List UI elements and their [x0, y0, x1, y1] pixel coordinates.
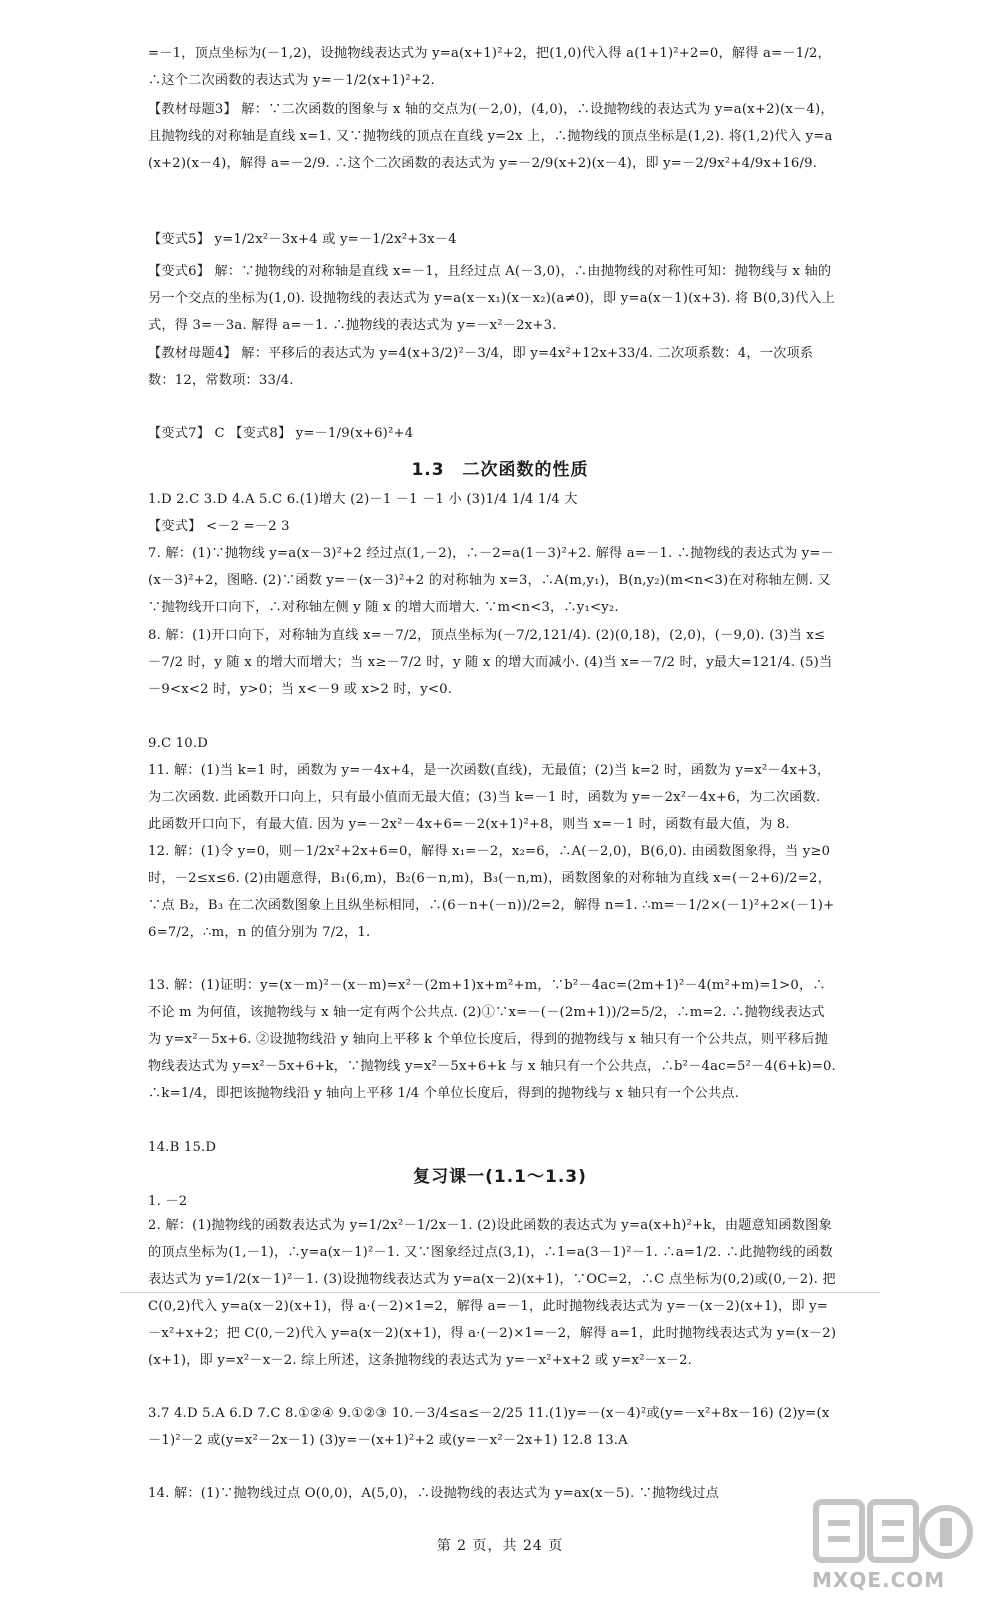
paragraph-continuation: =－1，顶点坐标为(－1,2)，设抛物线表达式为 y=a(x+1)²+2，把(1,0)代入得 a(1+1)²+2=0，解得 a=－1/2，∴这个二次函数的表达式为 y=－1/2(x+1)²+2. [148, 46, 831, 88]
paragraph-variant-6: 【变式6】 解：∵抛物线的对称轴是直线 x=－1，且经过点 A(－3,0)，∴由抛物线的对称性可知：抛物线与 x 轴的另一个交点的坐标为(1,0). 设抛物线的表达式为 y=a(x－x₁)(x－x₂)(a≠0)，即 y=a(x－1)(x+3). 将 B(0,3)代入上式，得 3=－3a. 解得 a=－1. ∴抛物线的表达式为 y=－x²－2x+3. [148, 264, 836, 333]
section-heading: 1.3 二次函数的性质 [411, 460, 589, 480]
paragraph-review-1: 1. －2 [148, 1194, 188, 1209]
paragraph-variant-7-8: 【变式7】 C 【变式8】 y=－1/9(x+6)²+4 [148, 426, 414, 441]
page-fold-divider [120, 1292, 880, 1293]
paragraph-textbook-problem-4: 【教材母题4】 解：平移后的表达式为 y=4(x+3/2)²－3/4，即 y=4x²+12x+33/4. 二次项系数：4，一次项系数：12，常数项：33/4. [148, 346, 814, 388]
paragraph-answers-14-15: 14.B 15.D [148, 1140, 217, 1155]
paragraph-textbook-problem-3: 【教材母题3】 解：∵二次函数的图象与 x 轴的交点为(－2,0)，(4,0)，∴设抛物线的表达式为 y=a(x+2)(x－4)，且抛物线的对称轴是直线 x=1. 又∵抛物线的顶点在直线 y=2x 上，∴抛物线的顶点坐标是(1,2). 将(1,2)代入 y=a(x+2)(x－4)，解得 a=－2/9. ∴这个二次函数的表达式为 y=－2/9(x+2)(x－4)，即 y=－2/9x²+4/9x+16/9. [148, 102, 834, 171]
paragraph-review-3-13: 3.7 4.D 5.A 6.D 7.C 8.①②④ 9.①②③ 10.－3/4≤a≤－2/25 11.(1)y=－(x－4)²或(y=－x²+8x－16) (2)y=(x－1)²－2 或(y=x²－2x－1) (3)y=－(x+1)²+2 或(y=－x²－2x+1) 12.8 13.A [148, 1406, 830, 1448]
paragraph-answers-9-10: 9.C 10.D [148, 736, 209, 751]
answer-site-logo-icon [808, 1490, 978, 1580]
paragraph-review-14: 14. 解：(1)∵抛物线过点 O(0,0)，A(5,0)，∴设抛物线的表达式为 y=ax(x－5). ∵抛物线过点 [148, 1486, 720, 1501]
paragraph-problem-7: 7. 解：(1)∵抛物线 y=a(x－3)²+2 经过点(1,－2)，∴－2=a(1－3)²+2. 解得 a=－1. ∴抛物线的表达式为 y=－(x－3)²+2，图略. (2)∵函数 y=－(x－3)²+2 的对称轴为 x=3，∴A(m,y₁)，B(n,y₂)(m<n<3)在对称轴左侧. 又∵抛物线开口向下，∴对称轴左侧 y 随 x 的增大而增大. ∵m<n<3，∴y₁<y₂. [148, 546, 835, 615]
paragraph-variant: 【变式】 <－2 =－2 3 [148, 519, 290, 534]
paragraph-answers-1-6: 1.D 2.C 3.D 4.A 5.C 6.(1)增大 (2)－1 －1 －1 小 (3)1/4 1/4 1/4 大 [148, 492, 578, 507]
paragraph-problem-8: 8. 解：(1)开口向下，对称轴为直线 x=－7/2，顶点坐标为(－7/2,121/4). (2)(0,18)，(2,0)，(－9,0). (3)当 x≤－7/2 时，y 随 x 的增大而增大；当 x≥－7/2 时，y 随 x 的增大而减小. (4)当 x=－7/2 时，y最大=121/4. (5)当－9<x<2 时，y>0；当 x<－9 或 x>2 时，y<0. [148, 628, 833, 697]
page-footer: 第 2 页，共 24 页 [436, 1538, 564, 1554]
paragraph-problem-13: 13. 解：(1)证明：y=(x－m)²－(x－m)=x²－(2m+1)x+m²+m，∵b²－4ac=(2m+1)²－4(m²+m)=1>0，∴不论 m 为何值，该抛物线与 x 轴一定有两个公共点. (2)①∵x=－(－(2m+1))/2=5/2，∴m=2. ∴抛物线表达式为 y=x²－5x+6. ②设抛物线沿 y 轴向上平移 k 个单位长度后，得到的抛物线与 x 轴只有一个公共点，则平移后抛物线表达式为 y=x²－5x+6+k，∵抛物线 y=x²－5x+6+k 与 x 轴只有一个公共点，∴b²－4ac=5²－4(6+k)=0. ∴k=1/4，即把该抛物线沿 y 轴向上平移 1/4 个单位长度后，得到的抛物线与 x 轴只有一个公共点. [148, 978, 836, 1101]
watermark-site-text: MXQE.COM [812, 1568, 946, 1592]
paragraph-problem-11: 11. 解：(1)当 k=1 时，函数为 y=－4x+4，是一次函数(直线)，无最值；(2)当 k=2 时，函数为 y=x²－4x+3，为二次函数. 此函数开口向上，只有最小值而无最大值；(3)当 k=－1 时，函数为 y=－2x²－4x+6，为二次函数. 此函数开口向下，有最大值. 因为 y=－2x²－4x+6=－2(x+1)²+8，则当 x=－1 时，函数有最大值，为 8. [148, 763, 831, 832]
paragraph-review-2: 2. 解：(1)抛物线的函数表达式为 y=1/2x²－1/2x－1. (2)设此函数的表达式为 y=a(x+h)²+k，由题意知函数图象的顶点坐标为(1,－1)，∴y=a(x－1)²－1. 又∵图象经过点(3,1)，∴1=a(3－1)²－1. ∴a=1/2. ∴此抛物线的函数表达式为 y=1/2(x－1)²－1. (3)设抛物线表达式为 y=a(x－2)(x+1)，∵OC=2，∴C 点坐标为(0,2)或(0,－2). 把 C(0,2)代入 y=a(x－2)(x+1)，得 a·(－2)×1=2，解得 a=－1，此时抛物线表达式为 y=－(x－2)(x+1)，即 y=－x²+x+2；把 C(0,－2)代入 y=a(x－2)(x+1)，得 a·(－2)×1=－2，解得 a=1，此时抛物线表达式为 y=(x－2)(x+1)，即 y=x²－x－2. 综上所述，这条抛物线的表达式为 y=－x²+x+2 或 y=x²－x－2. [148, 1218, 837, 1368]
paragraph-variant-5: 【变式5】 y=1/2x²－3x+4 或 y=－1/2x²+3x－4 [148, 232, 457, 247]
paragraph-problem-12: 12. 解：(1)令 y=0，则－1/2x²+2x+6=0，解得 x₁=－2，x₂=6，∴A(－2,0)，B(6,0). 由函数图象得，当 y≥0 时，－2≤x≤6. (2)由题意得，B₁(6,m)，B₂(6－n,m)，B₃(－n,m)，函数图象的对称轴为直线 x=(－2+6)/2=2，∵点 B₂，B₃ 在二次函数图象上且纵坐标相同，∴(6－n+(－n))/2=2，解得 n=1. ∴m=－1/2×(－1)²+2×(－1)+6=7/2，∴m，n 的值分别为 7/2，1. [148, 844, 835, 940]
review-heading: 复习课一(1.1～1.3) [413, 1167, 587, 1187]
